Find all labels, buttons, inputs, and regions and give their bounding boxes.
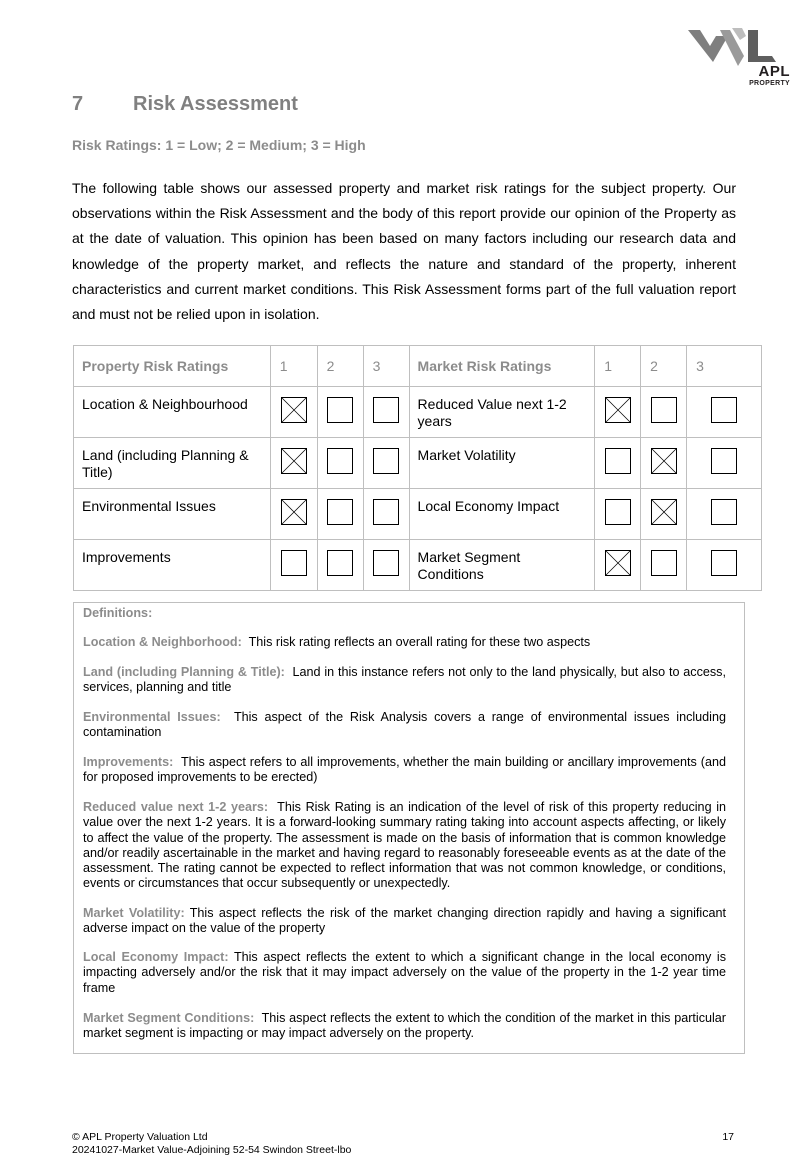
property-risk-label: Land (including Planning & Title) <box>74 438 271 489</box>
empty-checkbox-icon <box>711 550 737 576</box>
definition-item <box>83 800 726 892</box>
market-risk-label: Market Segment Conditions <box>409 540 595 591</box>
market-risk-label: Reduced Value next 1-2 years <box>409 387 595 438</box>
empty-checkbox-icon <box>651 550 677 576</box>
empty-checkbox-icon <box>711 448 737 474</box>
section-number: 7 <box>72 93 84 115</box>
empty-checkbox-icon <box>327 397 353 423</box>
definition-term: Market Segment Conditions: <box>83 1011 255 1025</box>
definition-text: This Risk Rating is an indication of the level of risk of this property reducing in value over the next 1-2 years. It is a forward-looking summary rating taking into account aspects affecting, or likely to affect the value of the property. The assessment is made on the basis of information that is common knowledge and/or readily ascertainable in the market and having regard to reasonably foreseeable events as at the date of the assessment. The rating cannot be expected to reflect information that was not common knowledge, or conditions, events or circumstances that occur subsequently or unexpectedly. <box>83 800 726 891</box>
property-rating-1-cell <box>270 387 317 438</box>
empty-checkbox-icon <box>373 448 399 474</box>
table-header-row <box>74 346 762 387</box>
table-row <box>74 387 762 438</box>
section-title: Risk Assessment <box>133 93 298 115</box>
table-row <box>74 540 762 591</box>
page-number: 17 <box>722 1131 734 1143</box>
risk-ratings-legend: Risk Ratings: 1 = Low; 2 = Medium; 3 = High <box>72 137 366 153</box>
property-rating-3-cell <box>363 438 409 489</box>
market-rating-3-cell <box>687 438 762 489</box>
property-rating-1-cell <box>270 489 317 540</box>
property-rating-2-cell <box>317 387 363 438</box>
market-rating-2-cell <box>641 387 687 438</box>
section-heading <box>72 92 298 116</box>
market-risk-header: Market Risk Ratings <box>409 346 595 387</box>
footer-copyright: © APL Property Valuation Ltd <box>72 1131 208 1143</box>
checked-checkbox-icon <box>281 499 307 525</box>
intro-paragraph: The following table shows our assessed property and market risk ratings for the subject property. Our observations within the Risk Assessment and the body of this report provide our opinion of the Property as at the date of valuation. This opinion has been based on many factors including our research data and knowledge of the property market, and reflects the nature and standard of the property, inherent characteristics and current market conditions. This Risk Assessment forms part of the full valuation report and must not be relied upon in isolation. <box>72 180 736 323</box>
definition-text: This risk rating reflects an overall rating for these two aspects <box>248 635 591 649</box>
empty-checkbox-icon <box>711 499 737 525</box>
empty-checkbox-icon <box>373 550 399 576</box>
property-rating-1-cell <box>270 540 317 591</box>
checked-checkbox-icon <box>651 448 677 474</box>
definition-term: Reduced value next 1-2 years: <box>83 800 269 814</box>
table-row <box>74 489 762 540</box>
empty-checkbox-icon <box>373 397 399 423</box>
market-rating-header-3: 3 <box>687 346 762 387</box>
market-rating-3-cell <box>687 540 762 591</box>
empty-checkbox-icon <box>605 448 631 474</box>
market-rating-3-cell <box>687 489 762 540</box>
market-rating-1-cell <box>595 540 641 591</box>
definition-text: This aspect reflects the extent to which a significant change in the local economy is impacting adversely and/or the risk that it may impact adversely on the value of the property in the 1-2 year time frame <box>83 950 726 995</box>
apl-property-logo <box>686 26 790 94</box>
footer-reference: 20241027-Market Value-Adjoining 52-54 Swindon Street-lbo <box>72 1144 352 1156</box>
definition-text: This aspect of the Risk Analysis covers a range of environmental issues including contamination <box>83 710 726 740</box>
checked-checkbox-icon <box>281 448 307 474</box>
definitions-box <box>73 602 745 1054</box>
empty-checkbox-icon <box>327 499 353 525</box>
rating-header-1: 1 <box>270 346 317 387</box>
definition-item <box>83 906 726 937</box>
property-rating-1-cell <box>270 438 317 489</box>
market-rating-2-cell <box>641 540 687 591</box>
property-rating-3-cell <box>363 540 409 591</box>
property-rating-2-cell <box>317 489 363 540</box>
logo-text-apl: APL <box>758 63 790 80</box>
empty-checkbox-icon <box>281 550 307 576</box>
empty-checkbox-icon <box>327 550 353 576</box>
market-rating-1-cell <box>595 438 641 489</box>
property-rating-3-cell <box>363 489 409 540</box>
property-risk-label: Environmental Issues <box>74 489 271 540</box>
empty-checkbox-icon <box>327 448 353 474</box>
definitions-title: Definitions: <box>83 606 153 620</box>
definition-item <box>83 755 726 786</box>
market-rating-2-cell <box>641 438 687 489</box>
definition-item <box>83 710 726 741</box>
property-risk-header: Property Risk Ratings <box>74 346 271 387</box>
definition-term: Land (including Planning & Title): <box>83 665 285 679</box>
property-risk-label: Improvements <box>74 540 271 591</box>
definition-term: Environmental Issues: <box>83 710 221 724</box>
checked-checkbox-icon <box>605 550 631 576</box>
property-risk-label: Location & Neighbourhood <box>74 387 271 438</box>
property-rating-2-cell <box>317 540 363 591</box>
market-risk-label: Market Volatility <box>409 438 595 489</box>
definition-item <box>83 635 726 650</box>
definition-text: Land in this instance refers not only to the land physically, but also to access, services, planning and title <box>83 665 726 695</box>
table-row <box>74 438 762 489</box>
definition-text: This aspect reflects the risk of the market changing direction rapidly and having a significant adverse impact on the value of the property <box>83 906 726 936</box>
checked-checkbox-icon <box>281 397 307 423</box>
definition-term: Improvements: <box>83 755 174 769</box>
rating-header-2: 2 <box>317 346 363 387</box>
empty-checkbox-icon <box>711 397 737 423</box>
logo-text-property: PROPERTY <box>749 80 790 87</box>
market-rating-header-2: 2 <box>641 346 687 387</box>
checked-checkbox-icon <box>651 499 677 525</box>
definition-term: Local Economy Impact: <box>83 950 229 964</box>
risk-ratings-table <box>73 345 762 591</box>
empty-checkbox-icon <box>651 397 677 423</box>
market-rating-1-cell <box>595 387 641 438</box>
definition-text: This aspect reflects the extent to which the condition of the market in this particular market segment is impacting or may impact adversely on the property. <box>83 1011 726 1041</box>
page-footer <box>72 1131 351 1157</box>
definition-item <box>83 950 726 996</box>
market-rating-header-1: 1 <box>595 346 641 387</box>
rating-header-3: 3 <box>363 346 409 387</box>
definition-item <box>83 1011 726 1042</box>
checked-checkbox-icon <box>605 397 631 423</box>
market-rating-2-cell <box>641 489 687 540</box>
market-risk-label: Local Economy Impact <box>409 489 595 540</box>
property-rating-3-cell <box>363 387 409 438</box>
market-rating-3-cell <box>687 387 762 438</box>
definition-item <box>83 665 726 696</box>
definition-text: This aspect refers to all improvements, whether the main building or ancillary improvements (and for proposed improvements to be erected) <box>83 755 726 785</box>
empty-checkbox-icon <box>373 499 399 525</box>
property-rating-2-cell <box>317 438 363 489</box>
market-rating-1-cell <box>595 489 641 540</box>
definition-term: Location & Neighborhood: <box>83 635 242 649</box>
empty-checkbox-icon <box>605 499 631 525</box>
definition-term: Market Volatility: <box>83 906 185 920</box>
